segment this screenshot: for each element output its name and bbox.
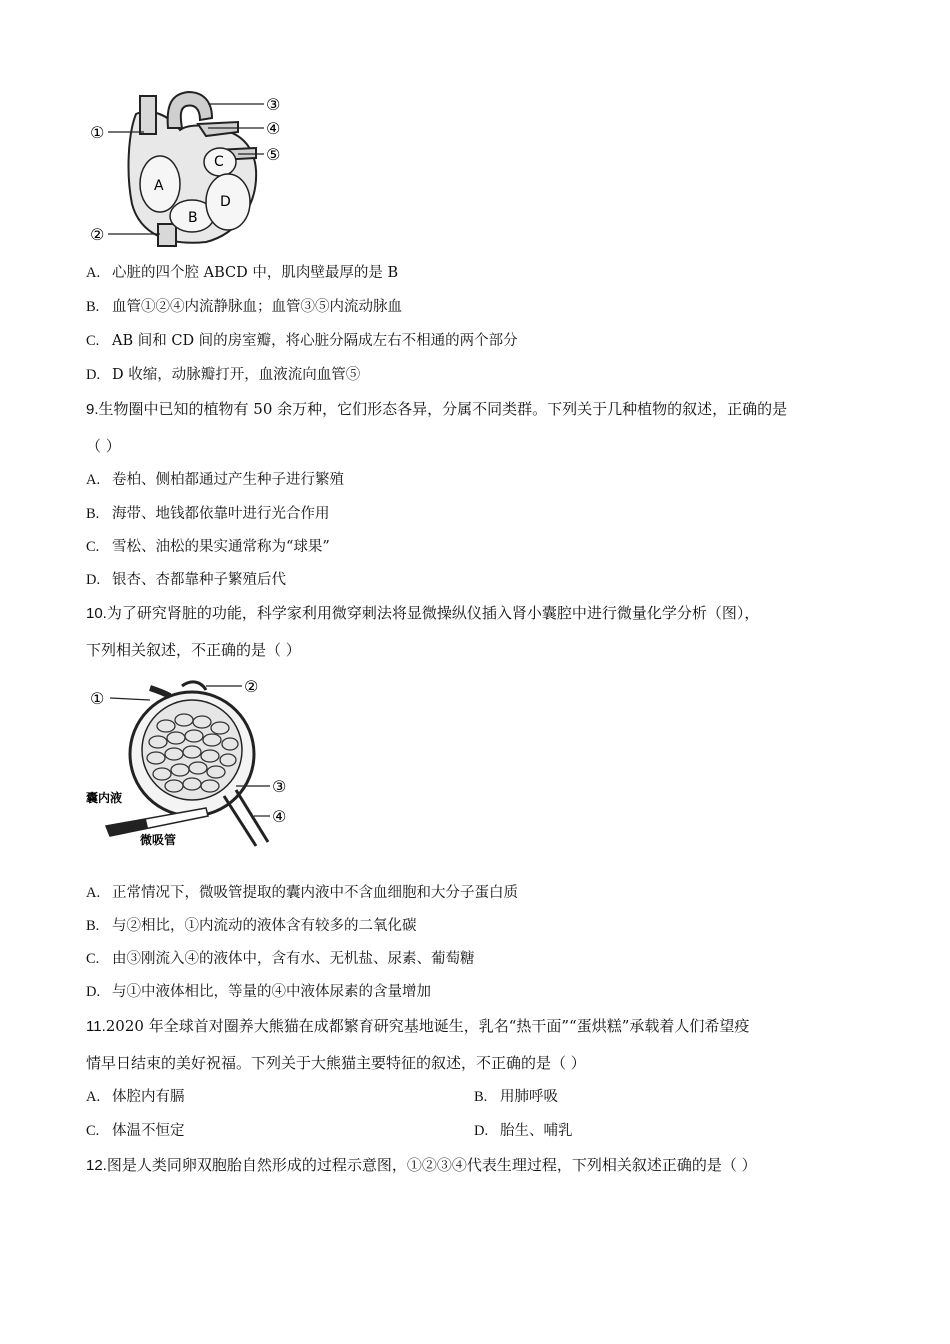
option-text: AB 间和 CD 间的房室瓣，将心脏分隔成左右不相通的两个部分 <box>112 333 518 349</box>
option-text: 心脏的四个腔 ABCD 中，肌肉壁最厚的是 B <box>112 265 399 281</box>
option-letter: B. <box>474 1089 488 1105</box>
heart-diagram <box>88 84 288 250</box>
question-number: 11. <box>86 1018 106 1035</box>
answer-bracket: （ ） <box>86 437 121 455</box>
option-text: 用肺呼吸 <box>500 1089 558 1105</box>
chamber-c-label: C <box>214 154 224 170</box>
q9-stem <box>86 399 787 420</box>
option-text: 胎生、哺乳 <box>500 1123 573 1139</box>
capsule-label-2: ② <box>244 677 259 696</box>
question-number: 12. <box>86 1157 107 1174</box>
option-letter: C. <box>86 333 100 349</box>
capsule-label-1: ① <box>90 689 105 708</box>
question-stem: 情早日结束的美好祝福。下列关于大熊猫主要特征的叙述，不正确的是（ ） <box>86 1054 586 1072</box>
option-text: 与①中液体相比，等量的④中液体尿素的含量增加 <box>112 984 431 1000</box>
q9-option-d <box>86 570 286 590</box>
capsular-fluid-label: 囊内液 <box>86 791 123 805</box>
option-letter: A. <box>86 472 101 488</box>
question-stem: 下列相关叙述，不正确的是（ ） <box>86 641 301 659</box>
q9-stem-continued <box>86 436 121 456</box>
option-letter: C. <box>86 951 100 967</box>
q8-option-a <box>86 263 398 283</box>
option-letter: A. <box>86 1089 101 1105</box>
q10-option-d <box>86 982 431 1002</box>
q10-option-b <box>86 916 417 936</box>
option-letter: A. <box>86 885 101 901</box>
heart-svg <box>88 84 288 250</box>
option-text: 银杏、杏都靠种子繁殖后代 <box>112 572 286 588</box>
renal-capsule-svg <box>86 676 296 852</box>
option-text: 正常情况下，微吸管提取的囊内液中不含血细胞和大分子蛋白质 <box>112 885 518 901</box>
option-text: 海带、地钱都依靠叶进行光合作用 <box>112 506 330 522</box>
q12-stem <box>86 1155 757 1176</box>
q10-stem <box>86 603 759 624</box>
option-text: 由③刚流入④的液体中，含有水、无机盐、尿素、葡萄糖 <box>112 951 475 967</box>
heart-label-5: ⑤ <box>266 145 281 164</box>
q9-option-c <box>86 537 330 557</box>
q9-option-b <box>86 504 330 524</box>
question-stem: 生物圈中已知的植物有 50 余万种，它们形态各异，分属不同类群。下列关于几种植物的叙述，正确的是 <box>98 400 788 418</box>
chamber-b-label: B <box>188 210 198 226</box>
q10-option-c <box>86 949 475 969</box>
q11-option-b <box>474 1087 558 1107</box>
option-letter: B. <box>86 299 100 315</box>
question-number: 10. <box>86 605 107 622</box>
q9-option-a <box>86 470 344 490</box>
q11-option-a <box>86 1087 185 1107</box>
option-letter: C. <box>86 1123 100 1139</box>
option-letter: D. <box>86 367 101 383</box>
q8-option-c <box>86 331 518 351</box>
q8-option-d <box>86 365 360 385</box>
option-text: 雪松、油松的果实通常称为“球果” <box>112 539 330 555</box>
question-number: 9. <box>86 401 99 418</box>
q11-option-d <box>474 1121 573 1141</box>
option-letter: A. <box>86 265 101 281</box>
option-text: D 收缩，动脉瓣打开，血液流向血管⑤ <box>112 367 361 383</box>
chamber-d-label: D <box>220 194 231 210</box>
question-stem: 图是人类同卵双胞胎自然形成的过程示意图，①②③④代表生理过程，下列相关叙述正确的是（ ） <box>106 1156 757 1174</box>
option-text: 卷柏、侧柏都通过产生种子进行繁殖 <box>112 472 344 488</box>
chamber-a-label: A <box>154 178 164 194</box>
option-letter: D. <box>474 1123 489 1139</box>
heart-label-1: ① <box>90 123 105 142</box>
q10-stem-continued <box>86 640 301 660</box>
q8-option-b <box>86 297 402 317</box>
option-text: 与②相比，①内流动的液体含有较多的二氧化碳 <box>112 918 417 934</box>
question-stem: 2020 年全球首对圈养大熊猫在成都繁育研究基地诞生，乳名“热干面”“蛋烘糕”承载着人们希望疫 <box>105 1017 750 1035</box>
q11-stem <box>86 1016 749 1037</box>
heart-label-3: ③ <box>266 95 281 114</box>
option-letter: B. <box>86 506 100 522</box>
q11-stem-continued <box>86 1053 586 1073</box>
q10-option-a <box>86 883 518 903</box>
question-stem: 为了研究肾脏的功能，科学家利用微穿刺法将显微操纵仪插入肾小囊腔中进行微量化学分析（图）， <box>106 604 760 622</box>
option-text: 血管①②④内流静脉血；血管③⑤内流动脉血 <box>112 299 402 315</box>
heart-label-2: ② <box>90 225 105 244</box>
q11-option-c <box>86 1121 185 1141</box>
option-letter: C. <box>86 539 100 555</box>
renal-capsule-diagram <box>86 676 296 852</box>
heart-label-4: ④ <box>266 119 281 138</box>
option-text: 体腔内有膈 <box>112 1089 185 1105</box>
option-letter: D. <box>86 572 101 588</box>
option-letter: B. <box>86 918 100 934</box>
micropipette-label: 微吸管 <box>140 833 177 847</box>
option-text: 体温不恒定 <box>112 1123 185 1139</box>
capsule-label-4: ④ <box>272 807 287 826</box>
option-letter: D. <box>86 984 101 1000</box>
capsule-label-3: ③ <box>272 777 287 796</box>
